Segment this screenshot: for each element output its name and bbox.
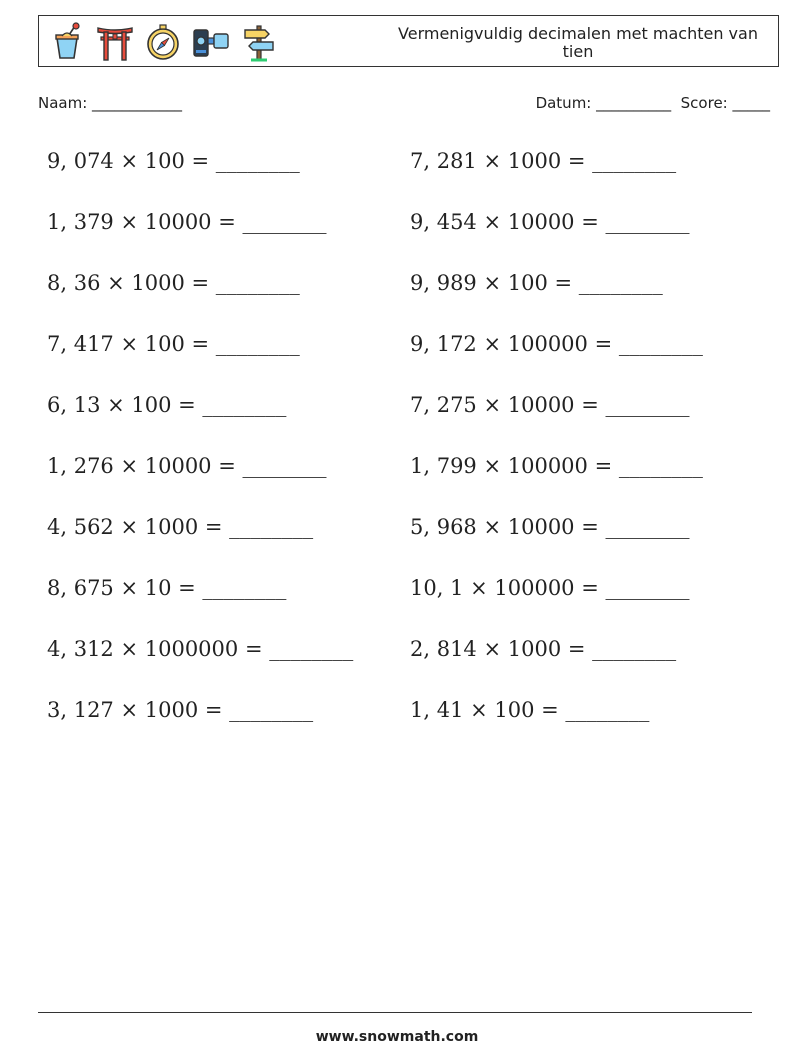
worksheet-title: Vermenigvuldig decimalen met machten van tien [398,24,758,61]
problem-item: 5, 968 × 10000 = ________ [410,515,690,539]
compass-icon [143,22,183,62]
footer-url: www.snowmath.com [315,1029,479,1045]
problem-item: 9, 074 × 100 = ________ [47,149,300,173]
problem-item: 1, 379 × 10000 = ________ [47,210,327,234]
problem-item: 4, 312 × 1000000 = ________ [47,637,354,661]
problem-item: 7, 275 × 10000 = ________ [410,393,690,417]
camcorder-icon [191,22,231,62]
problem-item: 8, 675 × 10 = ________ [47,576,287,600]
problem-item: 6, 13 × 100 = ________ [47,393,287,417]
problem-item: 3, 127 × 1000 = ________ [47,698,314,722]
problem-item: 8, 36 × 1000 = ________ [47,271,300,295]
problem-item: 1, 276 × 10000 = ________ [47,454,327,478]
problem-item: 1, 799 × 100000 = ________ [410,454,703,478]
name-field-label: Naam: ____________ [38,94,183,112]
problem-item: 1, 41 × 100 = ________ [410,698,650,722]
problem-item: 7, 417 × 100 = ________ [47,332,300,356]
worksheet-header [38,15,779,67]
problem-item: 4, 562 × 1000 = ________ [47,515,314,539]
problem-item: 7, 281 × 1000 = ________ [410,149,677,173]
footer-divider [38,1012,752,1013]
signpost-icon [239,22,279,62]
problem-item: 10, 1 × 100000 = ________ [410,576,690,600]
problem-item: 9, 172 × 100000 = ________ [410,332,703,356]
problem-item: 9, 989 × 100 = ________ [410,271,663,295]
date-score-label: Datum: __________ Score: _____ [535,94,770,112]
problem-item: 9, 454 × 10000 = ________ [410,210,690,234]
torii-gate-icon [95,22,135,62]
header-icons [47,21,279,63]
bucket-icon [47,22,87,62]
problem-item: 2, 814 × 1000 = ________ [410,637,677,661]
